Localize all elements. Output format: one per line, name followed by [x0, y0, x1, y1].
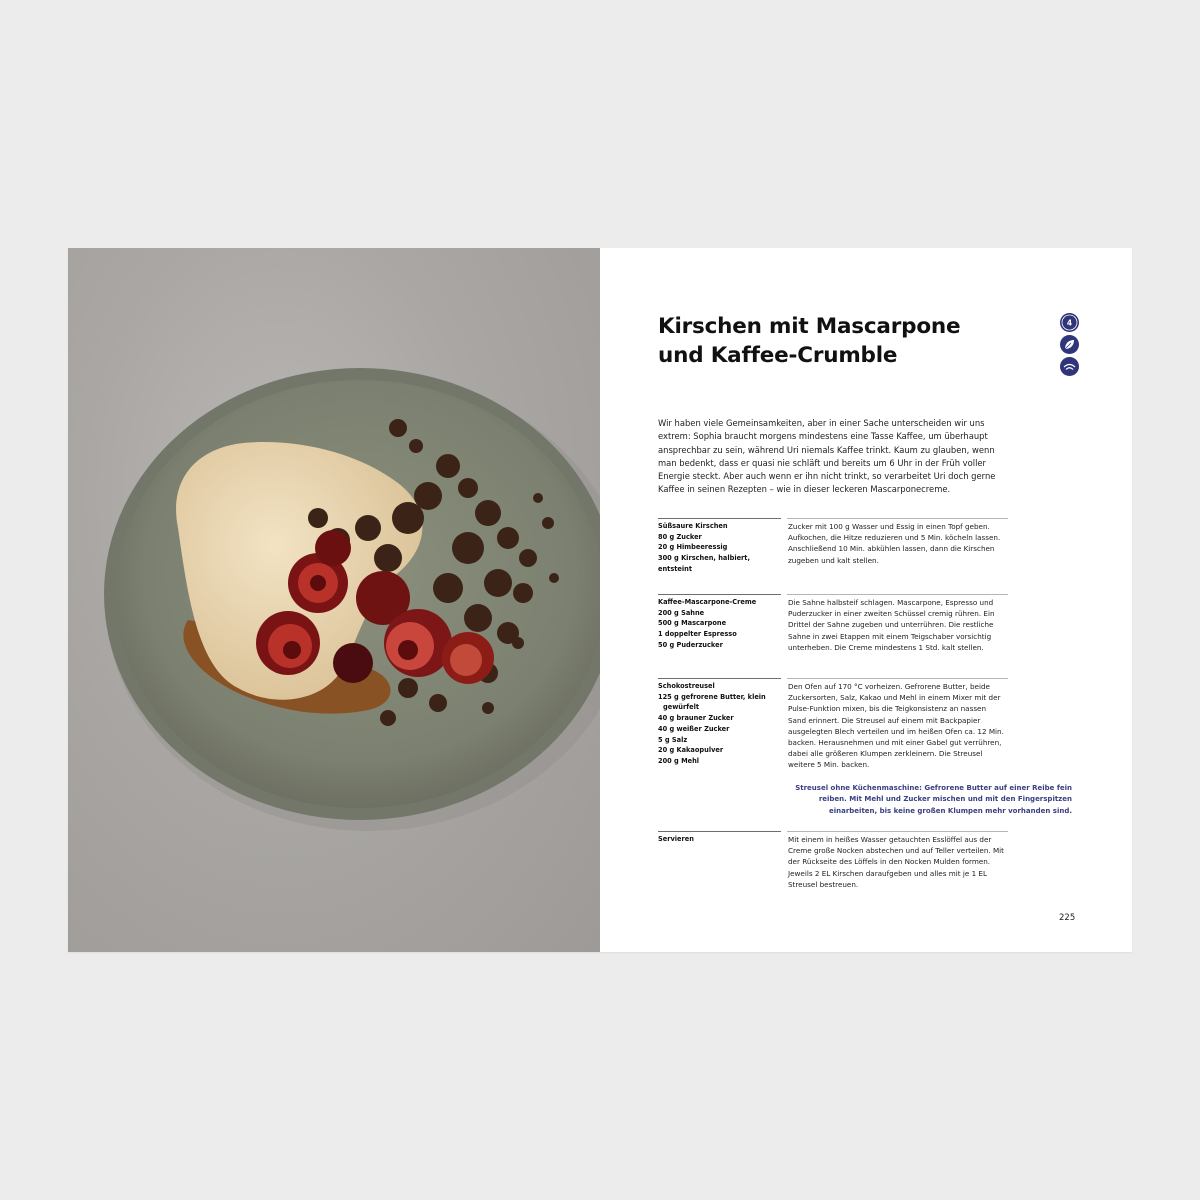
ingredient: 20 g Himbeeressig: [658, 543, 728, 552]
ingredient-list: [658, 834, 781, 845]
dessert-plate-illustration: [68, 248, 600, 952]
ingredient-list: [658, 681, 781, 767]
book-spread: [68, 248, 1132, 952]
section-divider: [658, 594, 781, 595]
ingredient: 20 g Kakaopulver: [658, 746, 724, 755]
ingredient: 50 g Puderzucker: [658, 640, 723, 649]
ingredient: 40 g weißer Zucker: [658, 724, 730, 733]
section-heading: Schokostreusel: [658, 682, 715, 690]
section-divider: [787, 594, 1008, 595]
recipe-title: [658, 312, 960, 370]
section-divider: [787, 518, 1008, 519]
ingredient-list: [658, 597, 781, 651]
section-divider: [787, 678, 1008, 679]
ingredient: 5 g Salz: [658, 735, 688, 744]
ingredient: 200 g Sahne: [658, 608, 705, 617]
page-number: 225: [1059, 913, 1076, 923]
recipe-page: [600, 248, 1132, 952]
title-line-2: und Kaffee-Crumble: [658, 343, 898, 368]
section-divider: [658, 678, 781, 679]
section-heading: Süßsaure Kirschen: [658, 522, 728, 530]
recipe-intro: Wir haben viele Gemeinsamkeiten, aber in einer Sache unterscheiden wir uns extrem: Sophia braucht morgens mindestens eine Tasse Kaffee, um überhaupt ansprechbar zu sein, während Uri niemals Kaffee trinkt. Kaum zu glauben, wenn man bedenkt, dass er quasi nie schläft und bereits um 6 Uhr in der Früh voller Energie steckt. Aber auch wenn er ihn nicht trinkt, so verarbeitet Uri doch gerne Kaffee in seinen Rezepten – wie in dieser leckeren Mascarponecreme.: [658, 418, 996, 495]
section-divider: [658, 831, 781, 832]
section-divider: [787, 831, 1008, 832]
vegetarian-leaf-icon: [1060, 335, 1079, 354]
ingredient: 80 g Zucker: [658, 532, 702, 541]
ingredient-list: [658, 521, 781, 575]
serves-number: 4: [1066, 318, 1073, 328]
title-line-1: Kirschen mit Mascarpone: [658, 314, 961, 339]
food-photo: [68, 248, 600, 952]
method-text: Den Ofen auf 170 °C vorheizen. Gefrorene Butter, beide Zuckersorten, Salz, Kakao und Mehl in einem Mixer mit der Pulse-Funktion mixen, bis die Teigkonsistenz an nassen Sand erinnert. Die Streusel auf einem mit Backpapier ausgelegten Blech verteilen und im heißen Ofen ca. 12 Min. backen. Herausnehmen und mit einer Gabel gut verrühren, dabei alle größeren Klumpen zerkleinern. Die Streusel weitere 5 Min. backen.: [788, 682, 1004, 770]
section-divider: [658, 518, 781, 519]
ingredient: 125 g gefrorene Butter, klein: [658, 692, 766, 701]
tip-note: Streusel ohne Küchenmaschine: Gefrorene Butter auf einer Reibe fein reiben. Mit Mehl und Zucker mischen und mit den Fingerspitzen einarbeiten, bis keine großen Klumpen mehr vorhanden sind.: [795, 784, 1072, 815]
serves-4-icon: [1060, 313, 1079, 332]
no-fire-icon: [1060, 357, 1079, 376]
ingredient: 200 g Mehl: [658, 756, 700, 765]
ingredient: 300 g Kirschen, halbiert, entsteint: [658, 554, 750, 573]
method-text: Zucker mit 100 g Wasser und Essig in einen Topf geben. Aufkochen, die Hitze reduzieren und 5 Min. köcheln lassen. Anschließend 10 Min. abkühlen lassen, dann die Kirschen zugeben und kalt stellen.: [788, 522, 1001, 565]
recipe-badges: [1060, 313, 1080, 379]
ingredient: 500 g Mascarpone: [658, 619, 727, 628]
method-text: Die Sahne halbsteif schlagen. Mascarpone, Espresso und Puderzucker in einer zweiten Schüssel cremig rühren. Ein Drittel der Sahne zugeben und unterrühren. Die restliche Sahne in zwei Etappen mit einem Teigschaber vorsichtig unterheben. Die Creme mindestens 1 Std. kalt stellen.: [788, 598, 995, 652]
section-heading: Kaffee-Mascarpone-Creme: [658, 598, 757, 606]
ingredient: gewürfelt: [663, 703, 699, 712]
ingredient: 40 g brauner Zucker: [658, 714, 734, 723]
method-text: Mit einem in heißes Wasser getauchten Esslöffel aus der Creme große Nocken abstechen und auf Teller verteilen. Mit der Rückseite des Löffels in den Nocken Mulden formen. Jeweils 2 EL Kirschen daraufgeben und alles mit je 1 EL Streusel bestreuen.: [788, 835, 1004, 889]
section-heading: Servieren: [658, 835, 694, 843]
ingredient: 1 doppelter Espresso: [658, 630, 737, 639]
